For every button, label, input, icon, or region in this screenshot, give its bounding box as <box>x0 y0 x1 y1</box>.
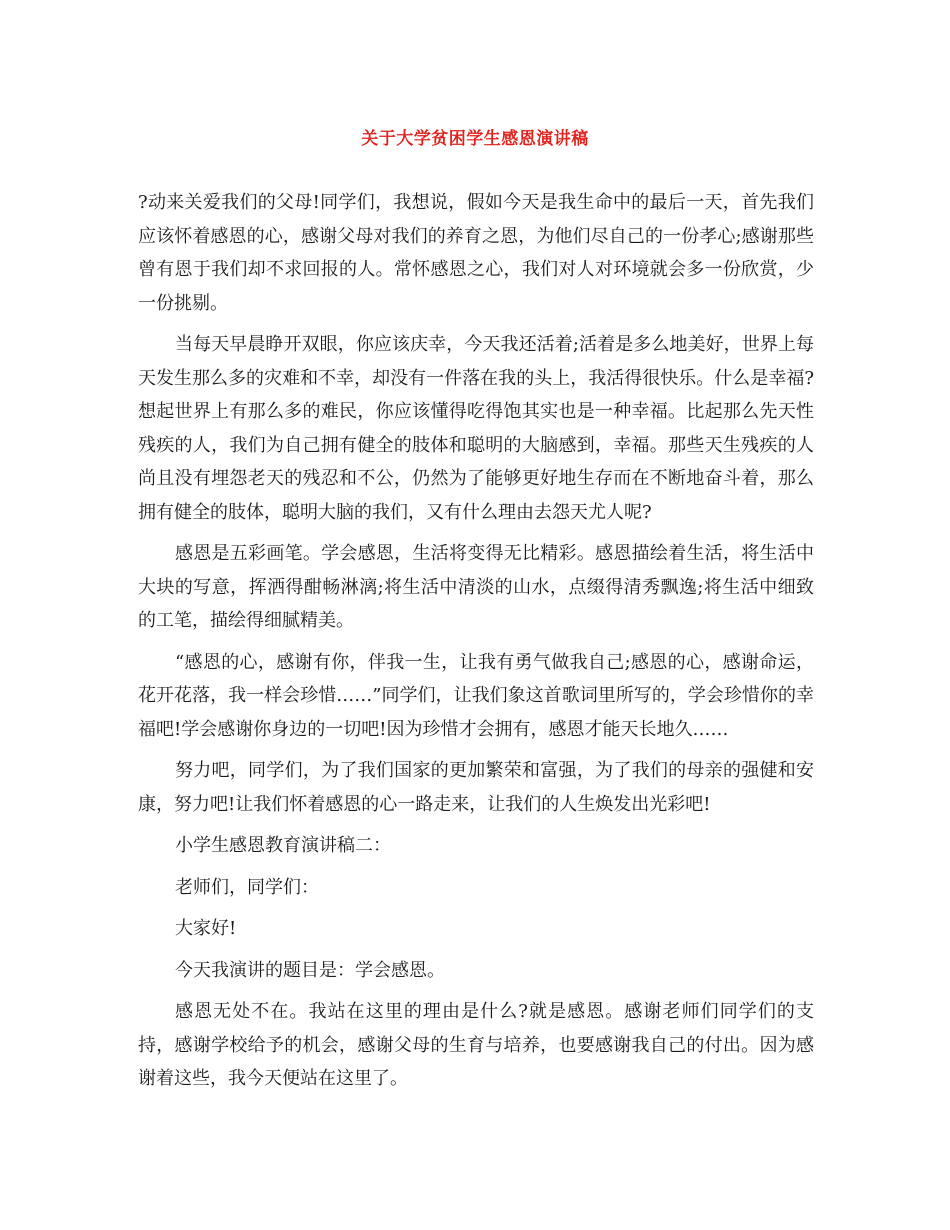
paragraph-1: ?动来关爱我们的父母!同学们，我想说，假如今天是我生命中的最后一天，首先我们应该怀着感恩的心，感谢父母对我们的养育之恩，为他们尽自己的一份孝心;感谢那些曾有恩于我们却不求回报的人。常怀感恩之心，我们对人对环境就会多一份欣赏，少一份挑剔。 <box>138 192 814 314</box>
paragraph-5: 努力吧，同学们，为了我们国家的更加繁荣和富强，为了我们的母亲的强健和安康，努力吧!让我们怀着感恩的心一路走来，让我们的人生焕发出光彩吧! <box>138 760 814 815</box>
document-body <box>138 186 814 1096</box>
paragraph-3: 感恩是五彩画笔。学会感恩，生活将变得无比精彩。感恩描绘着生活，将生活中大块的写意，挥洒得酣畅淋漓;将生活中清淡的山水，点缀得清秀飘逸;将生活中细致的工笔，描绘得细腻精美。 <box>138 543 815 631</box>
paragraph-10: 感恩无处不在。我站在这里的理由是什么?就是感恩。感谢老师们同学们的支持，感谢学校给予的机会，感谢父母的生育与培养，也要感谢我自己的付出。因为感谢着这些，我今天便站在这里了。 <box>138 1001 814 1089</box>
document-title: 关于大学贫困学生感恩演讲稿 <box>361 129 589 149</box>
paragraph-8: 大家好! <box>175 918 237 939</box>
paragraph-2: 当每天早晨睁开双眼，你应该庆幸，今天我还活着;活着是多么地美好，世界上每天发生那么多的灾难和不幸，却没有一件落在我的头上，我活得很快乐。什么是幸福?想起世界上有那么多的难民，你应该懂得吃得饱其实也是一种幸福。比起那么先天性残疾的人，我们为自己拥有健全的肢体和聪明的大脑感到，幸福。那些天生残疾的人尚且没有埋怨老天的残忍和不公，仍然为了能够更好地生存而在不断地奋斗着，那么拥有健全的肢体，聪明大脑的我们，又有什么理由去怨天尤人呢? <box>138 334 814 523</box>
paragraph-6: 小学生感恩教育演讲稿二： <box>175 835 391 856</box>
paragraph-7: 老师们，同学们： <box>175 876 319 898</box>
paragraph-9: 今天我演讲的题目是：学会感恩。 <box>175 959 445 981</box>
paragraph-4: “感恩的心，感谢有你，伴我一生，让我有勇气做我自己;感恩的心，感谢命运，花开花落，我一样会珍惜……”同学们，让我们象这首歌词里所写的，学会珍惜你的幸福吧!学会感谢你身边的一切吧!因为珍惜才会拥有，感恩才能天长地久…… <box>138 651 814 740</box>
